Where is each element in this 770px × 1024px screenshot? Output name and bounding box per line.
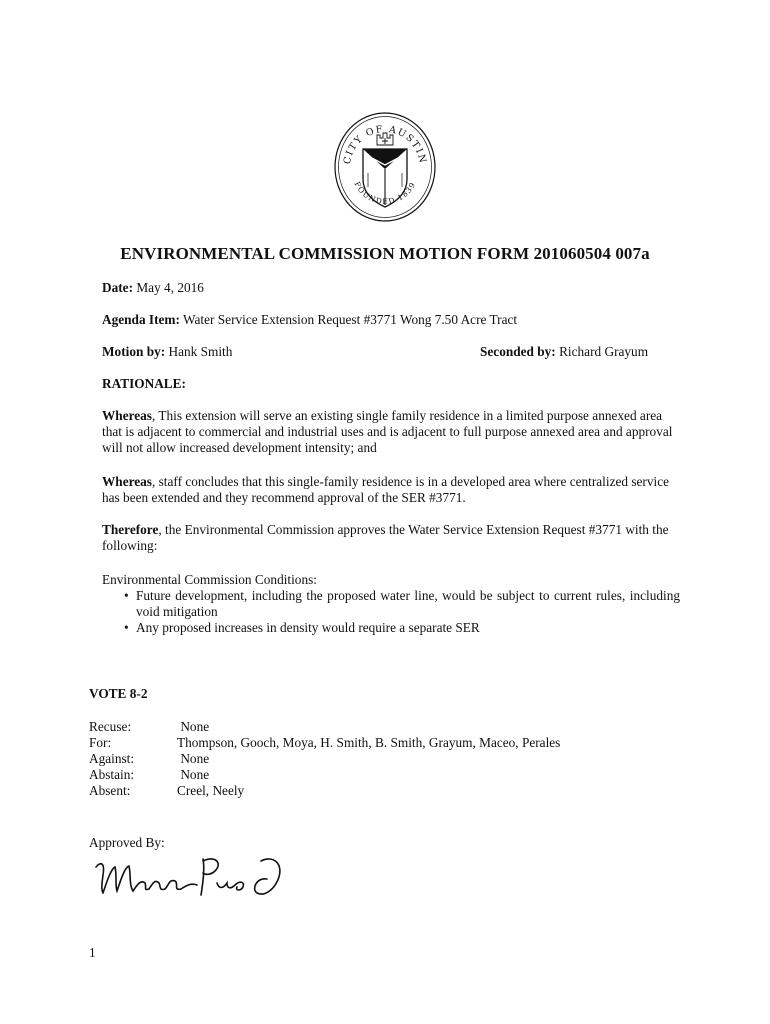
vote-row-recuse (89, 719, 560, 735)
motion-by-line (102, 344, 232, 360)
whereas-lead: Whereas (102, 408, 152, 423)
vote-value: None (177, 767, 210, 782)
vote-label: Abstain: (89, 767, 135, 782)
vote-value: Creel, Neely (177, 783, 245, 798)
signature-icon (93, 853, 293, 903)
bullet-icon: • (124, 620, 129, 635)
vote-value: None (177, 719, 210, 734)
agenda-item-line (102, 312, 517, 328)
therefore-text: , the Environmental Commission approves the Water Service Extension Request #3771 with the following: (102, 522, 669, 553)
vote-label: For: (89, 735, 112, 750)
whereas-lead: Whereas (102, 474, 152, 489)
date-label: Date: (102, 280, 134, 295)
vote-value: None (177, 751, 210, 766)
vote-heading: VOTE 8-2 (89, 686, 148, 701)
vote-label: Recuse: (89, 719, 132, 734)
vote-row-abstain (89, 767, 560, 783)
whereas-text: , This extension will serve an existing single family residence in a limited purpose annexed area that is adjacent to commercial and industrial uses and is adjacent to full purpose annexed area and approval will not allow increased development intensity; and (102, 408, 673, 455)
vote-row-against (89, 751, 560, 767)
motion-by-value: Hank Smith (168, 344, 233, 359)
conditions-list (102, 588, 680, 636)
motion-by-label: Motion by: (102, 344, 166, 359)
approved-by-label: Approved By: (89, 835, 165, 850)
date-value: May 4, 2016 (136, 280, 204, 295)
seconded-by-value: Richard Grayum (559, 344, 649, 359)
agenda-item-value: Water Service Extension Request #3771 Wong 7.50 Acre Tract (183, 312, 518, 327)
whereas-paragraph-2 (102, 474, 680, 506)
date-line (102, 280, 204, 296)
list-item (102, 588, 680, 620)
bullet-icon: • (124, 588, 129, 603)
therefore-paragraph (102, 522, 680, 554)
list-item (102, 620, 680, 636)
vote-row-for (89, 735, 560, 751)
conditions-heading: Environmental Commission Conditions: (102, 572, 317, 587)
conditions-section (102, 572, 680, 636)
vote-row-absent (89, 783, 560, 799)
seconded-by-label: Seconded by: (480, 344, 556, 359)
whereas-paragraph-1 (102, 408, 680, 456)
seconded-by-line (480, 344, 648, 360)
vote-label: Against: (89, 751, 135, 766)
vote-value: Thompson, Gooch, Moya, H. Smith, B. Smith, Grayum, Maceo, Perales (177, 735, 561, 750)
vote-table (89, 719, 560, 799)
seal-top-text: CITY OF AUSTIN (341, 123, 429, 166)
rationale-heading: RATIONALE: (102, 376, 186, 391)
condition-text: Any proposed increases in density would require a separate SER (136, 620, 480, 635)
therefore-lead: Therefore (102, 522, 159, 537)
vote-label: Absent: (89, 783, 131, 798)
condition-text: Future development, including the proposed water line, would be subject to current rules, including void mitigation (136, 588, 680, 619)
agenda-item-label: Agenda Item: (102, 312, 180, 327)
city-of-austin-seal-icon (333, 111, 437, 223)
document-title: ENVIRONMENTAL COMMISSION MOTION FORM 201060504 007a (120, 244, 650, 263)
whereas-text: , staff concludes that this single-family residence is in a developed area where centralized service has been extended and they recommend approval of the SER #3771. (102, 474, 669, 505)
seal-bottom-text: FOUNDED 1839 (352, 180, 418, 207)
page-number: 1 (89, 945, 96, 960)
